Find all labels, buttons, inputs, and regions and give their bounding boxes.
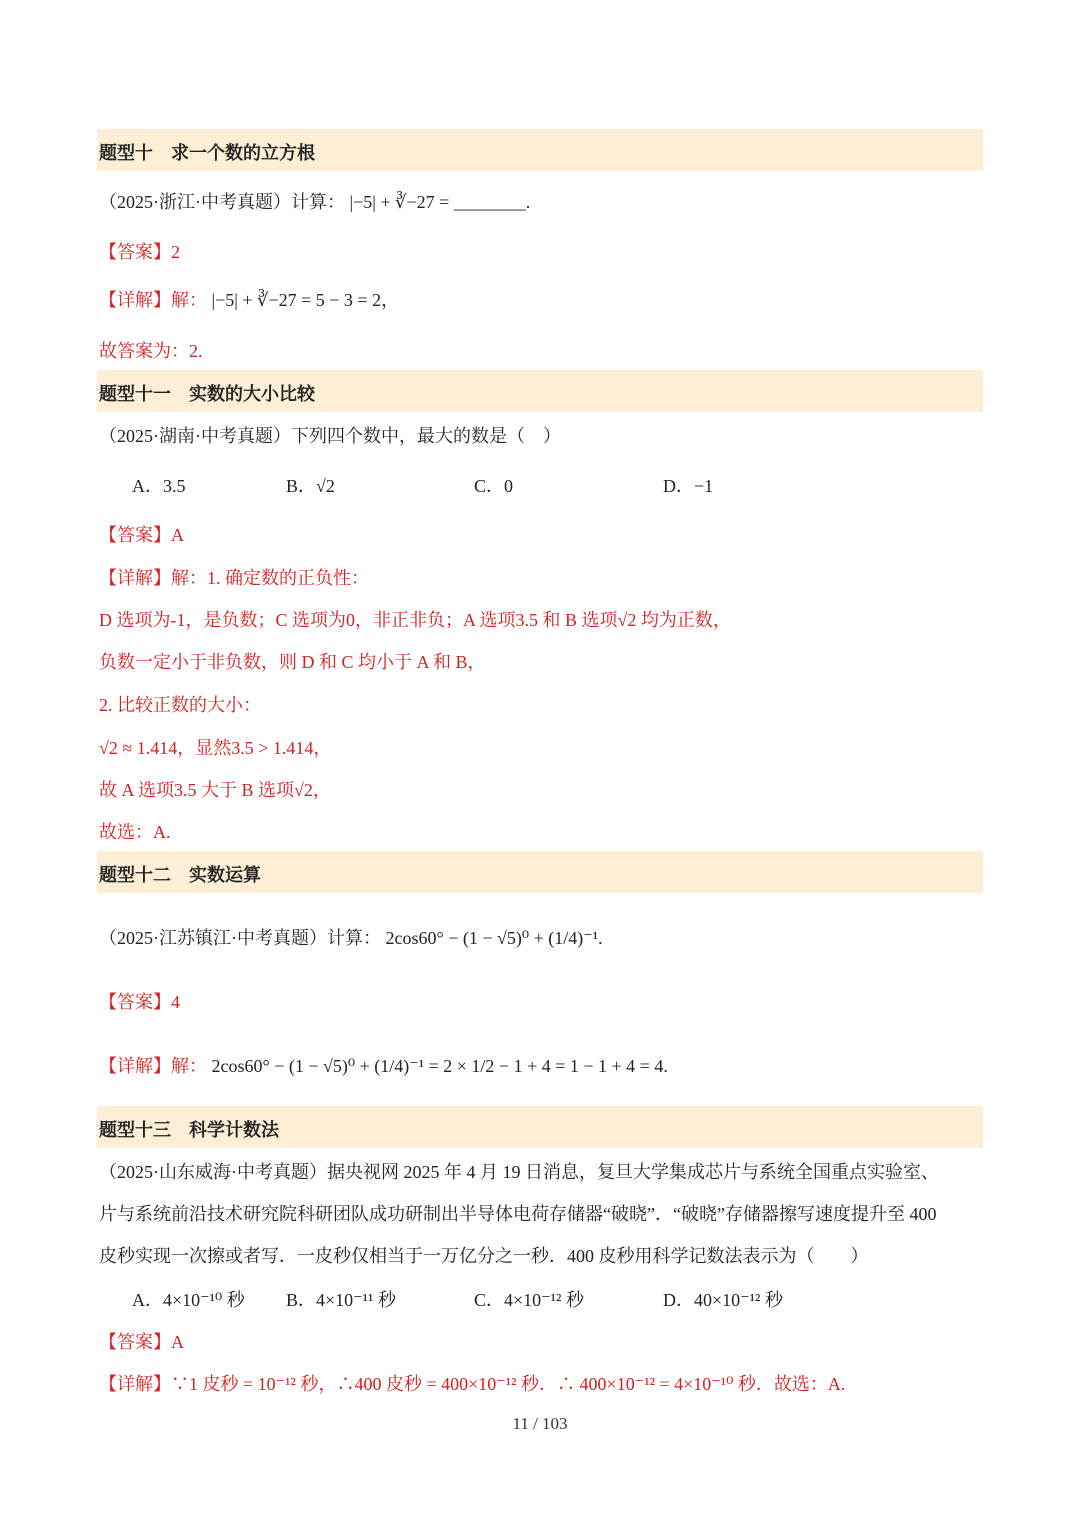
detail-line: D 选项为-1，是负数；C 选项为0，非正非负；A 选项3.5 和 B 选项√2 均为正数， [99,610,731,630]
question-1 [99,188,530,214]
detail-line [99,564,369,590]
question-expression: |−5| + ∛−27 = ________. [349,192,531,212]
detail-label: 【详解】 [99,1374,171,1394]
question-prefix: （2025·浙江·中考真题）计算： [99,192,345,212]
detail-line-4 [99,1370,845,1396]
answer-line-4 [99,1328,184,1354]
detail-line: 故 A 选项3.5 大于 B 选项√2， [99,780,331,800]
detail-line-1 [99,286,399,312]
section-header: 题型十二 实数运算 [99,865,261,886]
answer-value: A [171,1332,184,1352]
answer-line-3 [99,988,180,1014]
detail-expression: 2cos60° − (1 − √5)⁰ + (1/4)⁻¹ = 2 × 1/2 − 1 + 4 = 1 − 1 + 4 = 4. [211,1056,668,1076]
option-d: D．−1 [663,476,714,496]
detail-line: √2 ≈ 1.414，显然3.5 > 1.414， [99,738,332,758]
detail-line-3 [99,1052,668,1078]
detail-text: ∵1 皮秒 = 10⁻¹² 秒，∴400 皮秒 = 400×10⁻¹² 秒．∴ 400×10⁻¹² = 4×10⁻¹⁰ 秒．故选：A. [171,1374,846,1394]
detail-label: 【详解】 [99,1056,171,1076]
detail-line: 故选：A. [99,822,171,842]
page-number: 11 / 103 [512,1414,568,1433]
option-b: B．√2 [286,476,335,496]
question-line: （2025·山东威海·中考真题）据央视网 2025 年 4 月 19 日消息，复旦大学集成芯片与系统全国重点实验室、 [99,1162,939,1182]
detail-text: 解： [171,1056,207,1076]
detail-label: 【详解】 [99,290,171,310]
answer-value: A [171,525,184,545]
question-expression: 2cos60° − (1 − √5)⁰ + (1/4)⁻¹. [385,928,603,948]
option-a: A．4×10⁻¹⁰ 秒 [132,1290,245,1310]
detail-text: 解：1. 确定数的正负性： [171,568,369,588]
answer-label: 【答案】 [99,992,171,1012]
answer-label: 【答案】 [99,525,171,545]
answer-label: 【答案】 [99,242,171,262]
detail-label: 【详解】 [99,568,171,588]
answer-line-2 [99,521,184,547]
answer-value: 4 [171,992,180,1012]
detail-line: 负数一定小于非负数，则 D 和 C 均小于 A 和 B， [99,652,486,672]
detail-expression: |−5| + ∛−27 = 5 − 3 = 2， [211,290,400,310]
option-c: C．4×10⁻¹² 秒 [474,1290,584,1310]
question-line: 片与系统前沿技术研究院科研团队成功研制出半导体电荷存储器“破晓”．“破晓”存储器擦写速度提升至 400 [99,1204,937,1224]
answer-value: 2 [171,242,180,262]
detail-line: 2. 比较正数的大小： [99,695,261,715]
question-3 [99,924,603,950]
option-d: D．40×10⁻¹² 秒 [663,1290,783,1310]
section-header: 题型十 求一个数的立方根 [99,143,315,164]
conclusion-1: 故答案为：2. [99,341,203,361]
option-b: B．4×10⁻¹¹ 秒 [286,1290,396,1310]
option-a: A．3.5 [132,476,186,496]
option-c: C．0 [474,476,514,496]
question-line: 皮秒实现一次擦或者写．一皮秒仅相当于一万亿分之一秒．400 皮秒用科学记数法表示为（ ） [99,1246,869,1266]
answer-line-1 [99,238,180,264]
section-header: 题型十一 实数的大小比较 [99,384,315,405]
detail-text: 解： [171,290,207,310]
question-2: （2025·湖南·中考真题）下列四个数中，最大的数是（ ） [99,426,561,446]
section-header: 题型十三 科学计数法 [99,1120,279,1141]
answer-label: 【答案】 [99,1332,171,1352]
question-prefix: （2025·江苏镇江·中考真题）计算： [99,928,381,948]
